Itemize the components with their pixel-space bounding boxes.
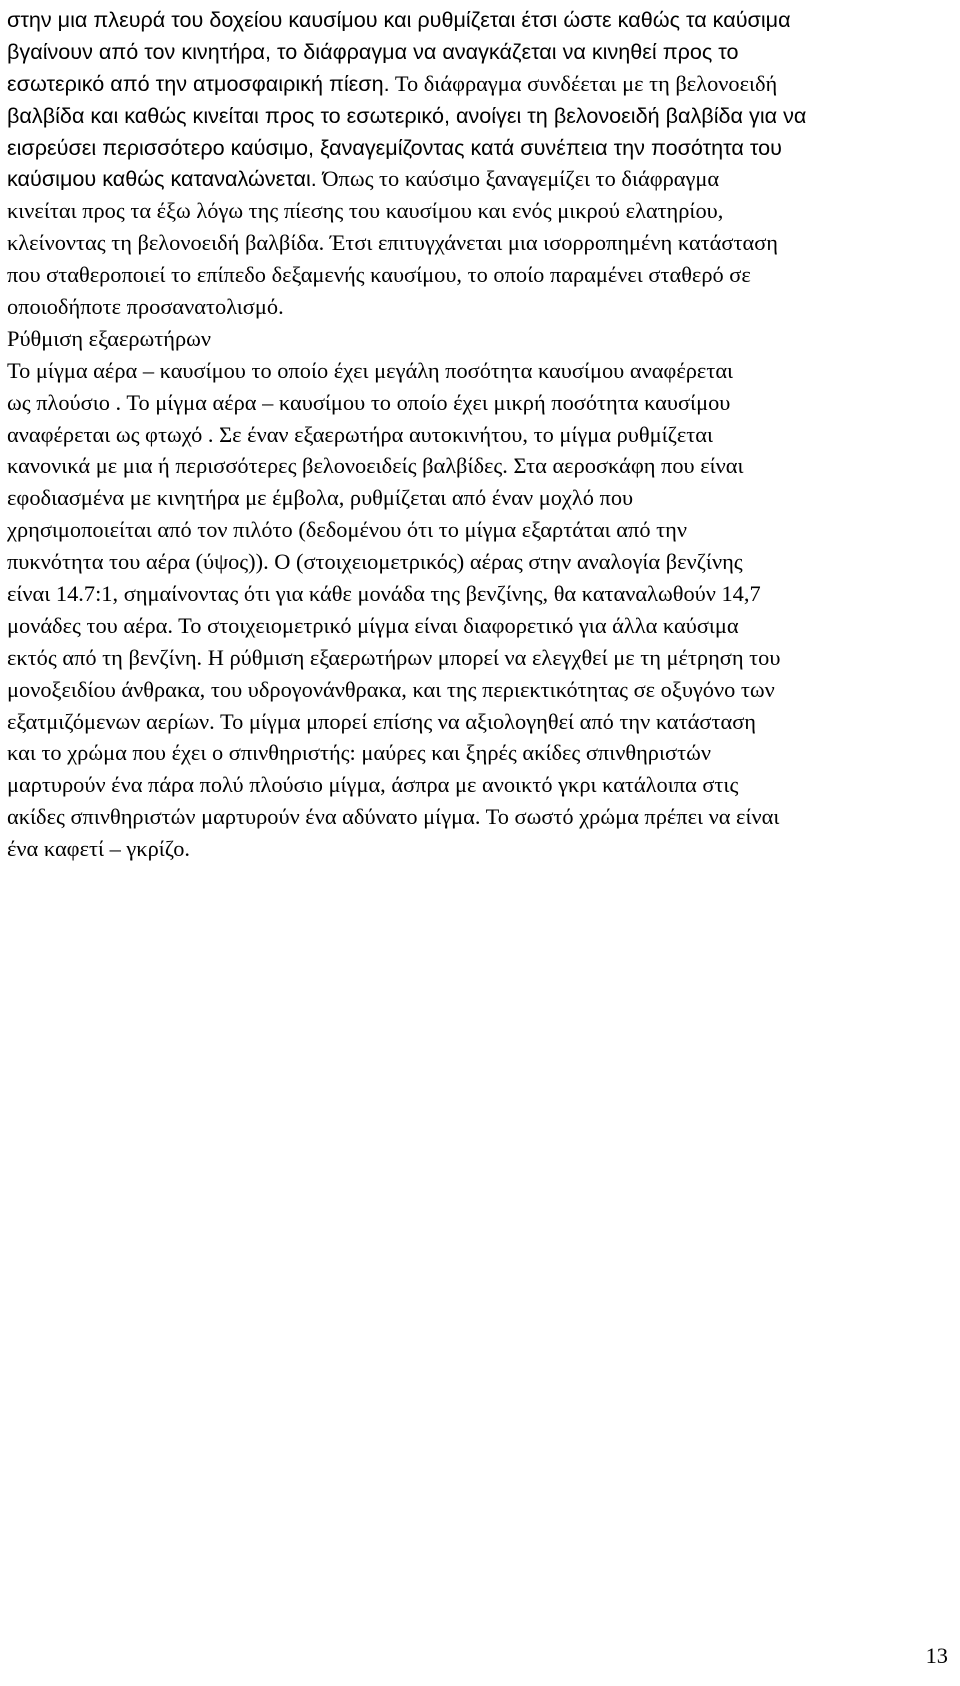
text-line: ως πλούσιο . Το μίγμα αέρα – καυσίμου το οποίο έχει μικρή ποσότητα καυσίμου xyxy=(7,389,731,415)
text-line: εξατμιζόμενων αερίων. Το μίγμα μπορεί επίσης να αξιολογηθεί από την κατάσταση xyxy=(7,708,756,734)
text-line: πυκνότητα του αέρα (ύψος)). Ο (στοιχειομετρικός) αέρας στην αναλογία βενζίνης xyxy=(7,549,743,575)
text-line: που σταθεροποιεί το επίπεδο δεξαμενής καυσίμου, το οποίο παραμένει σταθερό σε xyxy=(7,262,751,288)
text-line: κινείται προς τα έξω λόγω της πίεσης του καυσίμου και ενός μικρού ελατηρίου, xyxy=(7,198,724,224)
text-line: βγαίνουν από τον κινητήρα, το διάφραγμα να αναγκάζεται να κινηθεί προς το xyxy=(7,38,739,64)
text-line: Το μίγμα αέρα – καυσίμου το οποίο έχει μεγάλη ποσότητα καυσίμου αναφέρεται xyxy=(7,357,734,383)
text-line: αναφέρεται ως φτωχό . Σε έναν εξαερωτήρα αυτοκινήτου, το μίγμα ρυθμίζεται xyxy=(7,421,714,447)
section-heading: Ρύθμιση εξαερωτήρων xyxy=(7,325,212,351)
body-text xyxy=(7,4,952,865)
text-line: μαρτυρούν ένα πάρα πολύ πλούσιο μίγμα, άσπρα με ανοικτό γκρι κατάλοιπα στις xyxy=(7,772,739,798)
text-line: εκτός από τη βενζίνη. Η ρύθμιση εξαερωτήρων μπορεί να ελεγχθεί με τη μέτρηση του xyxy=(7,644,781,670)
text-line: είναι 14.7:1, σημαίνοντας ότι για κάθε μονάδα της βενζίνης, θα καταναλωθούν 14,7 xyxy=(7,581,761,607)
text-line: μονοξειδίου άνθρακα, του υδρογονάνθρακα, και της περιεκτικότητας σε οξυγόνο των xyxy=(7,676,775,702)
text-line: ακίδες σπινθηριστών μαρτυρούν ένα αδύνατο μίγμα. Το σωστό χρώμα πρέπει να είναι xyxy=(7,804,780,830)
text-line xyxy=(7,68,952,100)
text-line: εισρεύσει περισσότερο καύσιμο, ξαναγεμίζοντας κατά συνέπεια την ποσότητα του xyxy=(7,134,782,160)
text-line xyxy=(7,227,952,259)
text-line: κανονικά με μια ή περισσότερες βελονοειδείς βαλβίδες. Στα αεροσκάφη που είναι xyxy=(7,453,744,479)
text-line: βαλβίδα και καθώς κινείται προς το εσωτερικό, ανοίγει τη βελονοειδή βαλβίδα για να xyxy=(7,102,807,128)
text-segment: καύσιμου καθώς καταναλώνεται. xyxy=(7,166,317,192)
text-line: στην μια πλευρά του δοχείου καυσίμου και ρυθμίζεται έτσι ώστε καθώς τα καύσιμα xyxy=(7,7,791,32)
text-line: ένα καφετί – γκρίζο. xyxy=(7,836,191,862)
text-segment: Όπως το καύσιμο ξαναγεμίζει το διάφραγμα xyxy=(316,166,720,192)
text-segment: κλείνοντας τη βελονοειδή βαλβίδα. xyxy=(7,230,325,256)
text-line: οποιοδήποτε προσανατολισμό. xyxy=(7,294,284,320)
text-line xyxy=(7,163,952,195)
text-line: εφοδιασμένα με κινητήρα με έμβολα, ρυθμίζεται από έναν μοχλό που xyxy=(7,485,634,511)
text-segment: Έτσι επιτυγχάνεται μια ισορροπημένη κατάσταση xyxy=(324,230,778,256)
text-line: και το χρώμα που έχει ο σπινθηριστής: μαύρες και ξηρές ακίδες σπινθηριστών xyxy=(7,740,711,766)
text-line: χρησιμοποιείται από τον πιλότο (δεδομένου ότι το μίγμα εξαρτάται από την xyxy=(7,517,687,543)
text-segment: Το διάφραγμα συνδέεται με τη βελονοειδή xyxy=(389,70,778,96)
text-segment: εσωτερικό από την ατμοσφαιρική πίεση. xyxy=(7,70,390,96)
page-number: 13 xyxy=(925,1643,948,1668)
text-line: μονάδες του αέρα. Το στοιχειομετρικό μίγμα είναι διαφορετικό για άλλα καύσιμα xyxy=(7,612,739,638)
